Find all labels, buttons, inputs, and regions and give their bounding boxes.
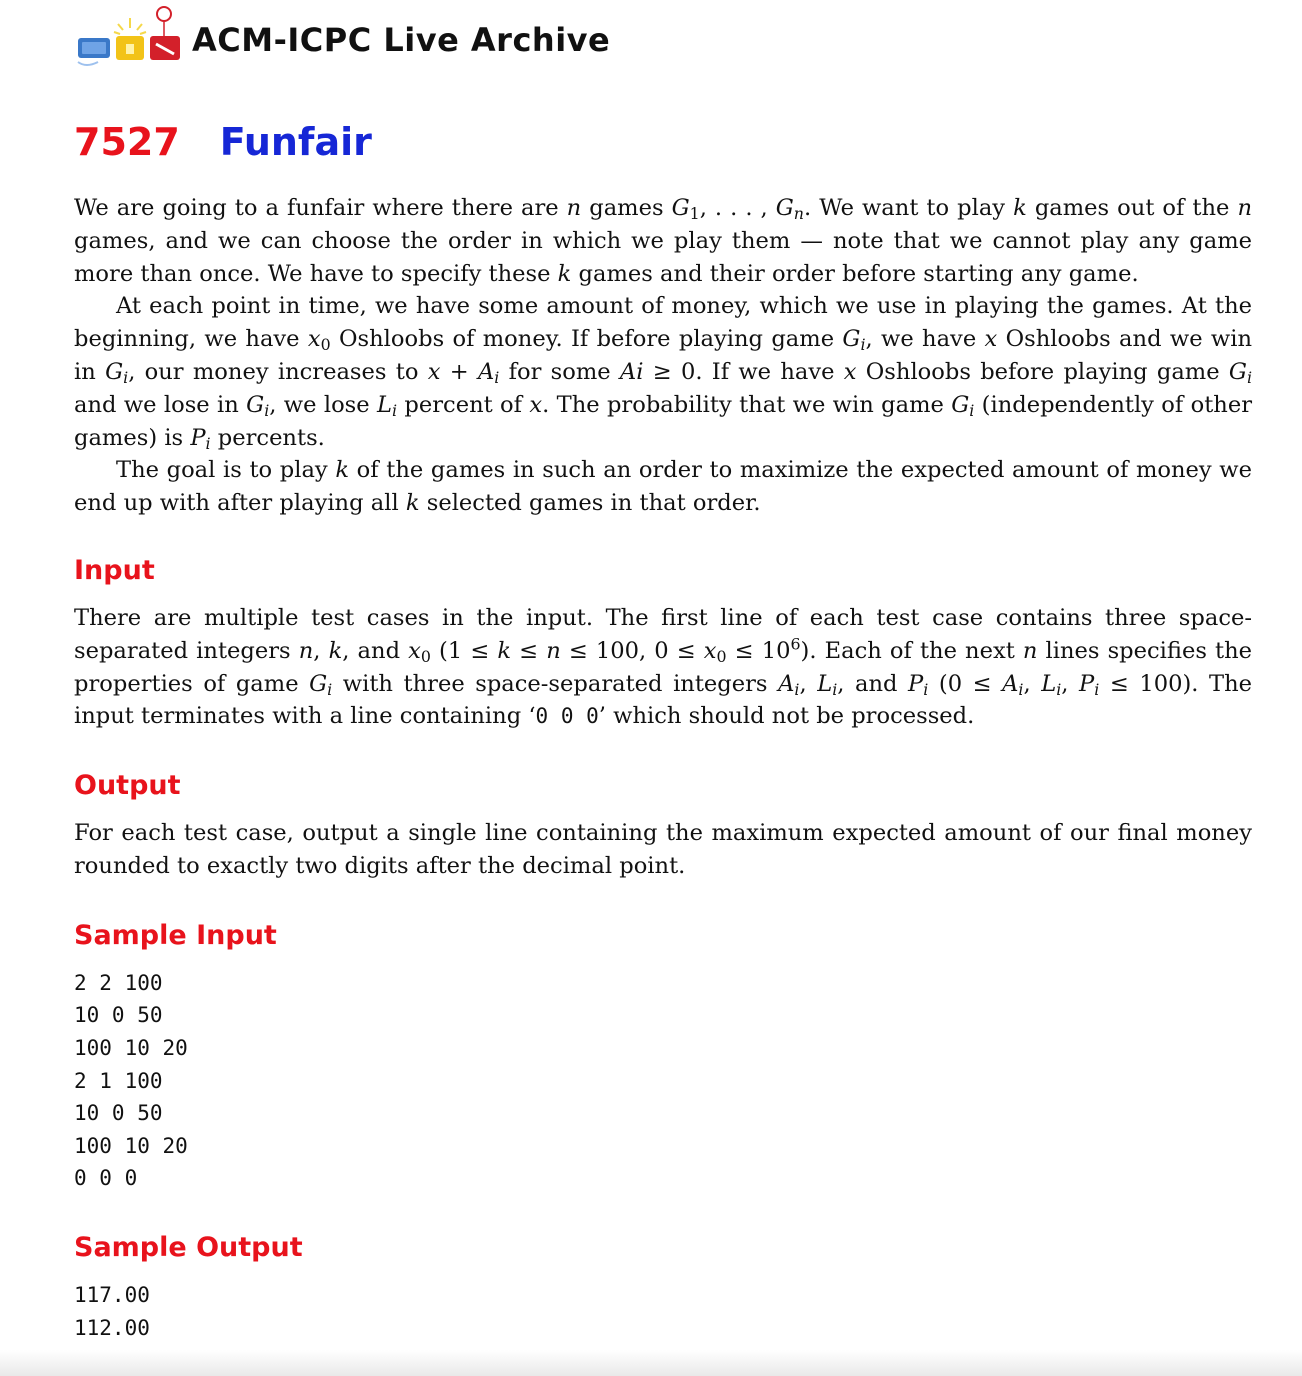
acm-icpc-logo-icon — [74, 4, 186, 72]
statement-paragraph-2: At each point in time, we have some amount of money, which we use in playing the games. At the beginning, we have $x_0$ Oshloobs of money. If before playing game $G_i$, we have x Oshloobs and we win in $G_i$, our money increases to $x + A_i$ for some Ai ≥ 0. If we have x Oshloobs before playing game $G_i$ and we lose in $G_i$, we lose $L_i$ percent of x. The probability that we win game $G_i$ (independently of other games) is $P_i$ percents. — [74, 293, 1253, 453]
input-heading: Input — [74, 554, 155, 586]
site-title[interactable]: ACM-ICPC Live Archive — [192, 21, 611, 59]
sample-input-block: 2 2 100 10 0 50 100 10 20 2 1 100 10 0 50 100 10 20 0 0 0 — [74, 970, 188, 1191]
problem-number: 7527 — [74, 120, 180, 164]
output-heading: Output — [74, 770, 181, 802]
statement-paragraph-3: The goal is to play k of the games in such an order to maximize the expected amount of money we end up with after playing all k selected games in that order. — [74, 457, 1252, 517]
sample-output-heading: Sample Output — [74, 1231, 303, 1263]
statement-paragraph-1: We are going to a funfair where there are n games $G_1$, . . . , $G_n$. We want to play k games out of the n games, and we can choose the order in which we play them — note that we cannot play any game more than once. We have to specify these k games and their order before starting any game. — [74, 195, 1253, 287]
problem-content — [74, 192, 1252, 1344]
problem-name: Funfair — [219, 120, 372, 164]
sample-output-block: 117.00 112.00 — [74, 1282, 150, 1340]
sample-input-heading: Sample Input — [74, 919, 277, 951]
site-logo[interactable] — [74, 4, 186, 72]
site-header — [74, 4, 610, 72]
bottom-shadow-bar — [0, 1350, 1302, 1376]
input-description: There are multiple test cases in the input. The first line of each test case contains three space-separated integers n, k, and $x_0$ (1 ≤ k ≤ n ≤ 100, $0 \le x_0 \le 10^6$). Each of the next n lines specifies the properties of game $G_i$ with three space-separated integers $A_i$, $L_i$, and $P_i$ ($0 \le A_i$, $L_i$, $P_i \le 100$). The input terminates with a line containing ‘0 0 0’ which should not be processed. — [74, 604, 1253, 730]
output-description: For each test case, output a single line containing the maximum expected amount of our final money rounded to exactly two digits after the decimal point. — [74, 820, 1252, 879]
problem-title — [74, 116, 372, 168]
